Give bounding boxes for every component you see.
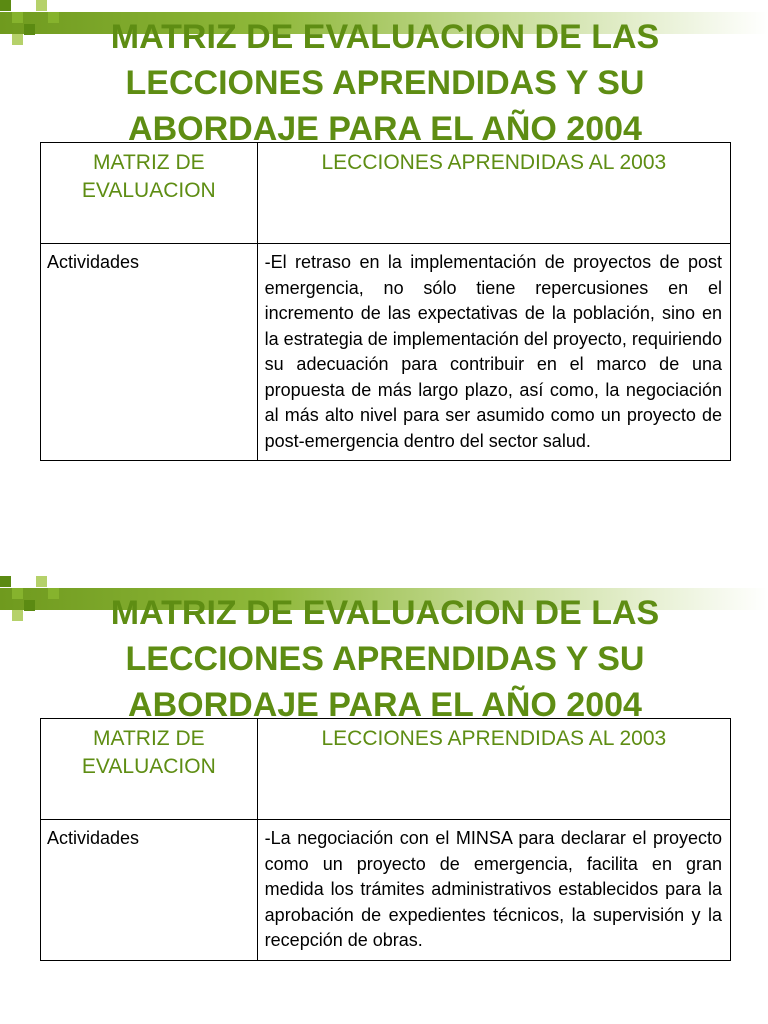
green-squares-decoration-icon <box>0 0 60 46</box>
header-matriz-evaluacion: MATRIZ DE EVALUACION <box>81 727 216 778</box>
row-label-actividades: Actividades <box>47 252 140 272</box>
slide-title: MATRIZ DE EVALUACION DE LAS LECCIONES APRENDIDAS Y SU ABORDAJE PARA EL AÑO 2004 <box>110 18 660 148</box>
row-label-actividades: Actividades <box>47 828 140 848</box>
evaluation-matrix-table <box>40 718 731 961</box>
header-matriz-evaluacion: MATRIZ DE EVALUACION <box>81 151 216 202</box>
slide-2 <box>0 576 768 1024</box>
slide-title: MATRIZ DE EVALUACION DE LAS LECCIONES APRENDIDAS Y SU ABORDAJE PARA EL AÑO 2004 <box>110 594 660 724</box>
table-header-row <box>41 719 731 820</box>
evaluation-matrix-table <box>40 142 731 461</box>
green-squares-decoration-icon <box>0 576 60 622</box>
table-header-row <box>41 143 731 244</box>
header-lecciones-aprendidas: LECCIONES APRENDIDAS AL 2003 <box>321 727 667 750</box>
header-lecciones-aprendidas: LECCIONES APRENDIDAS AL 2003 <box>321 151 667 174</box>
table-row <box>41 244 731 461</box>
row-text-leccion: -La negociación con el MINSA para declarar el proyecto como un proyecto de emergencia, facilita en gran medida los trámites administrativos establecidos para la aprobación de expedientes técnicos, la supervisión y la recepción de obras. <box>264 828 722 950</box>
row-text-leccion: -El retraso en la implementación de proyectos de post emergencia, no sólo tiene repercusiones en el incremento de las expectativas de la población, sino en la estrategia de implementación del proyecto, requiriendo su adecuación para contribuir en el marco de una propuesta de más largo plazo, así como, la negociación al más alto nivel para ser asumido como un proyecto de post-emergencia dentro del sector salud. <box>264 252 722 451</box>
table-row <box>41 820 731 961</box>
